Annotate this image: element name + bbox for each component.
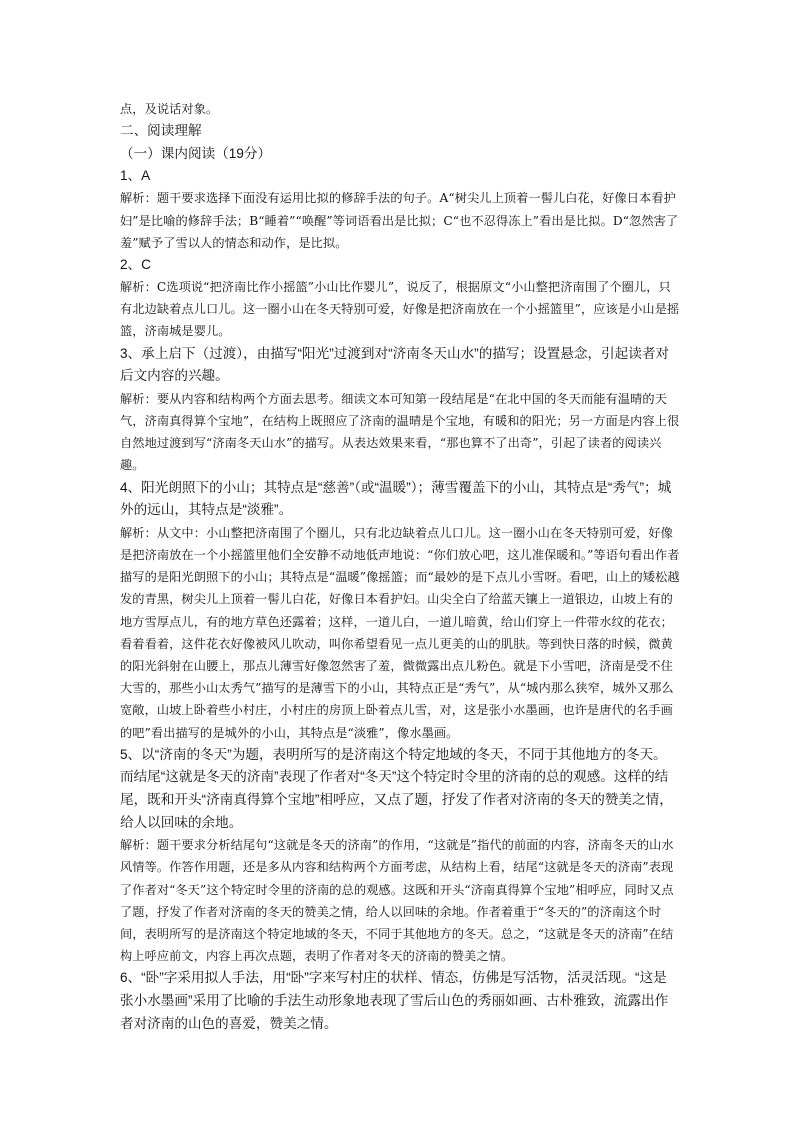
q4-answer: 4、阳光朗照下的小山；其特点是“慈善”（或“温暖”）；薄雪覆盖下的小山，其特点是“秀气”；城外的远山，其特点是“淡雅”。 — [120, 479, 672, 518]
q1-analysis: 解析：题干要求选择下面没有运用比拟的修辞手法的句子。A“树尖儿上顶着一髻儿白花，好像日本看护妇”是比喻的修辞手法；B“睡着”“唤醒”等词语看出是比拟；C“也不忍得冻上”看出是比拟。D“忽然害了羞”赋予了雪以人的情态和动作，是比拟。 — [120, 191, 679, 250]
q5-answer: 5、以“济南的冬天”为题，表明所写的是济南这个特定地域的冬天，不同于其他地方的冬天。而结尾“这就是冬天的济南”表现了作者对“冬天”这个特定时令里的济南的总的观感。这样的结尾，既和开头“济南真得算个宝地”相呼应，又点了题，抒发了作者对济南的冬天的赞美之情，给人以回味的余地。 — [120, 746, 673, 830]
q3-analysis: 解析：要从内容和结构两个方面去思考。细读文本可知第一段结尾是“在北中国的冬天而能有温晴的天气，济南真得算个宝地”，在结构上既照应了济南的温晴是个宝地，有暖和的阳光；另一方面是内容上很自然地过渡到写“济南冬天山水”的描写。从表达效果来看，“那也算不了出奇”，引起了读者的阅读兴趣。 — [120, 391, 680, 473]
q2-answer: 2、C — [120, 257, 151, 272]
document-page — [120, 98, 680, 1035]
q6-answer: 6、“卧”字采用拟人手法，用“卧”字来写村庄的状样、情态，仿佛是写活物，活灵活现。“这是张小水墨画”采用了比喻的手法生动形象地表现了雪后山色的秀丽如画、古朴雅致，流露出作者对济南的山色的喜爱，赞美之情。 — [120, 970, 669, 1031]
q4-analysis: 解析：从文中：小山整把济南围了个圈儿，只有北边缺着点儿口儿。这一圈小山在冬天特别可爱，好像是把济南放在一个小摇篮里他们全安静不动地低声地说：“你们放心吧，这儿准保暖和。”等语句看出作者描写的是阳光朗照下的小山；其特点是“温暖”像摇篮；而“最妙的是下点儿小雪呀。看吧，山上的矮松越发的青黑，树尖儿上顶着一髻儿白花，好像日本看护妇。山尖全白了给蓝天镶上一道银边，山坡上有的地方雪厚点儿，有的地方草色还露着；这样，一道儿白，一道儿暗黄，给山们穿上一件带水纹的花衣；看着看着，这件花衣好像被风儿吹动，叫你希望看见一点儿更美的山的肌肤。等到快日落的时候，微黄的阳光斜射在山腰上，那点儿薄雪好像忽然害了羞，微微露出点儿粉色。就是下小雪吧，济南是受不住大雪的，那些小山太秀气”描写的是薄雪下的小山，其特点正是“秀气”，从“城内那么狭窄，城外又那么宽敞，山坡上卧着些小村庄，小村庄的房顶上卧着点儿雪，对，这是张小水墨画，也许是唐代的名手画的吧”看出描写的是城外的小山，其特点是“淡雅”，像水墨画。 — [120, 525, 680, 740]
subsection-title: （一）课内阅读（19分） — [120, 145, 272, 161]
q2-analysis: 解析：C选项说“把济南比作小摇篮”小山比作婴儿”，说反了，根据原文“小山整把济南围了个圈儿，只有北边缺着点儿口儿。这一圈小山在冬天特别可爱，好像是把济南放在一个小摇篮里”，应该是小山是摇篮，济南城是婴儿。 — [120, 280, 680, 339]
q1-answer: 1、A — [120, 168, 151, 184]
section-title: 二、阅读理解 — [120, 123, 202, 139]
q5-analysis: 解析：题干要求分析结尾句“这就是冬天的济南”的作用，“这就是”指代的前面的内容，济南冬天的山水风情等。作答作用题，还是多从内容和结构两个方面考虑，从结构上看，结尾“这就是冬天的济南”表现了作者对“冬天”这个特定时令里的济南的总的观感。这既和开头“济南真得算个宝地”相呼应，同时又点了题，抒发了作者对济南的冬天的赞美之情，给人以回味的余地。作者着重于“冬天的”的济南这个时间，表明所写的是济南这个特定地域的冬天，不同于其他地方的冬天。总之，“这就是冬天的济南”在结构上呼应前文，内容上再次点题，表明了作者对冬天的济南的赞美之情。 — [120, 838, 674, 964]
intro-line: 点，及说话对象。 — [120, 102, 219, 116]
q3-answer: 3、承上启下（过渡），由描写“阳光”过渡到对“济南冬天山水”的描写；设置悬念，引起读者对后文内容的兴趣。 — [120, 345, 670, 384]
